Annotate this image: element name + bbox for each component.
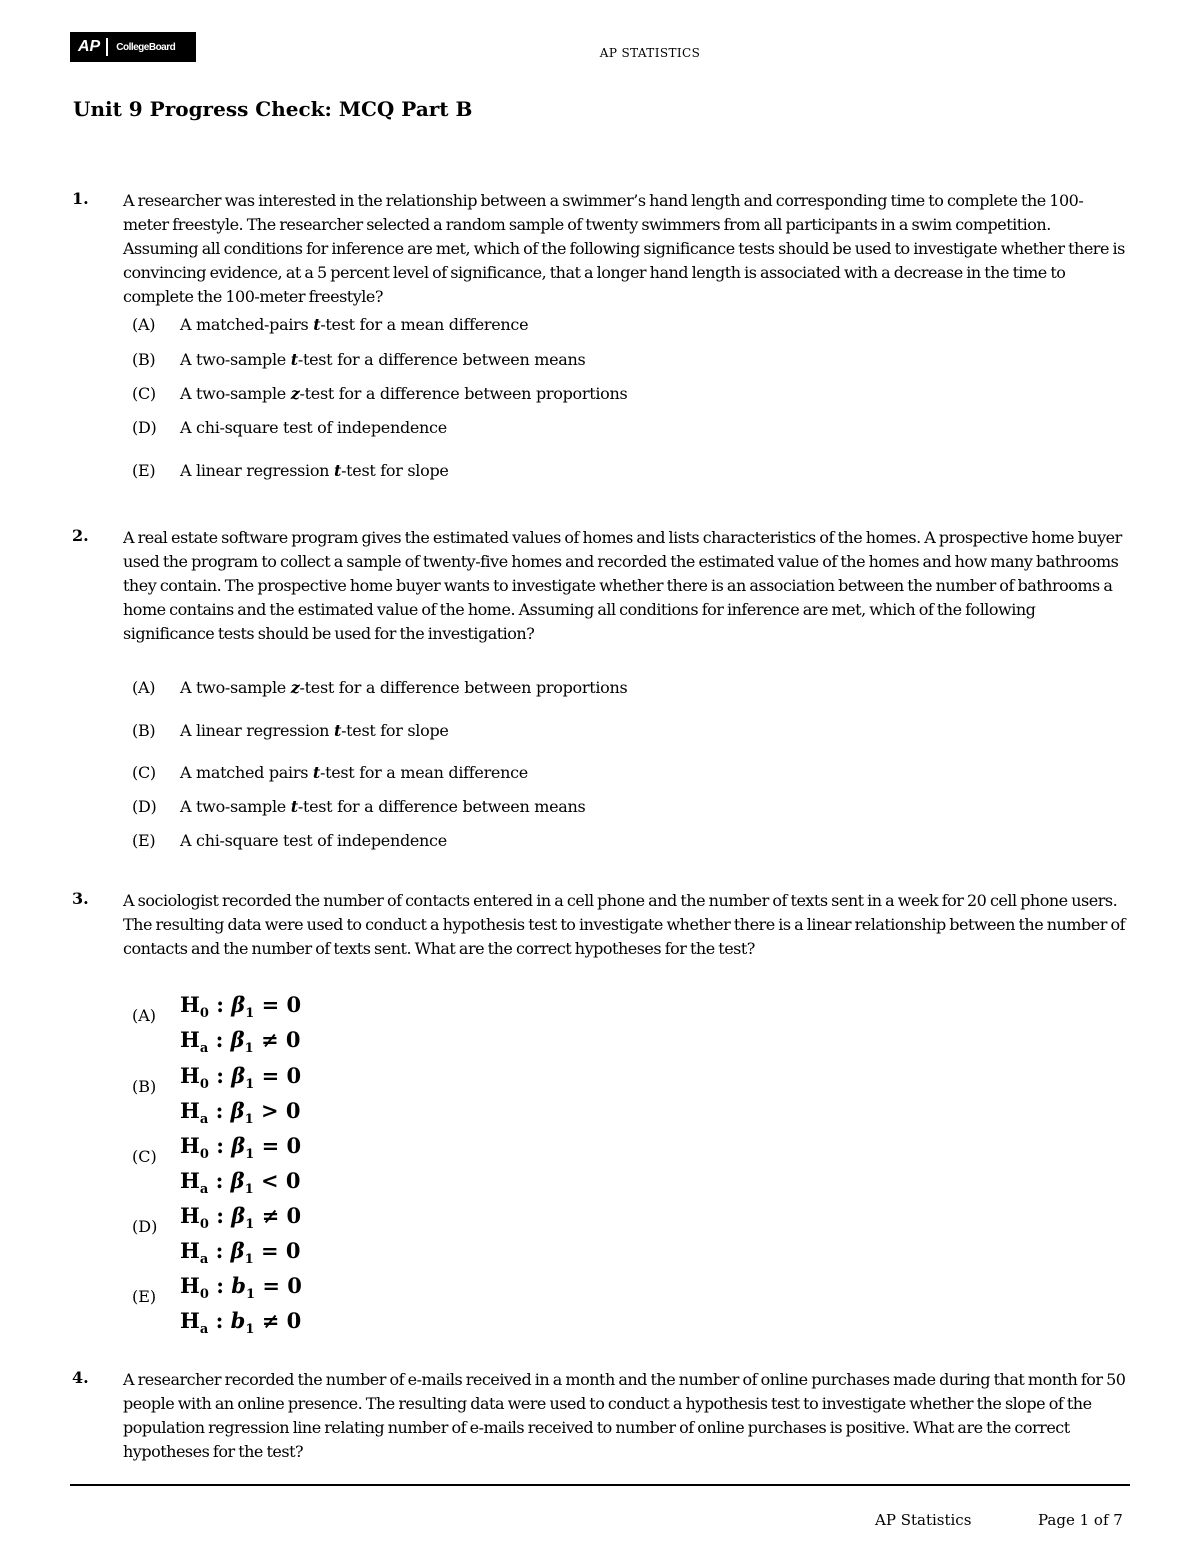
question-text: A researcher was interested in the relationship between a swimmer’s hand length and corresponding time to complete the 100-meter freestyle. The researcher selected a random sample of twenty swimmers from all participants in a swim competition. Assuming all conditions for inference are met, which of the following significance tests should be used to investigate whether there is convincing evidence, at a 5 percent level of significance, that a longer hand length is associated with a decrease in the time to complete the 100-meter freestyle?	[123, 191, 1125, 306]
choice-2b[interactable]: (B) A linear regression t-test for slope	[132, 721, 449, 740]
null-hypothesis: $H_0$ : $\beta_1 \ne 0$	[180, 1203, 302, 1233]
choice-1c[interactable]: (C) A two-sample z-test for a difference between proportions	[132, 384, 628, 403]
question-number: 1.	[72, 189, 89, 208]
alternative-hypothesis: $H_a$ : $\beta_1 > 0$	[180, 1098, 301, 1128]
question-number: 2.	[72, 526, 89, 545]
choice-2c[interactable]: (C) A matched pairs t-test for a mean difference	[132, 763, 528, 782]
logo-ap-mark: AP	[70, 38, 108, 56]
alternative-hypothesis: $H_a$ : $b_1 \ne 0$	[180, 1308, 302, 1338]
question-text: A real estate software program gives the estimated values of homes and lists characteristics of the homes. A prospective home buyer used the program to collect a sample of twenty-five homes and recorded the estimated value of the homes and how many bathrooms they contain. The prospective home buyer wants to investigate whether there is an association between the number of bathrooms a home contains and the estimated value of the home. Assuming all conditions for inference are met, which of the following significance tests should be used for the investigation?	[123, 528, 1122, 643]
alternative-hypothesis: $H_a$ : $\beta_1 \ne 0$	[180, 1027, 301, 1057]
null-hypothesis: $H_0$ : $\beta_1 = 0$	[180, 1133, 302, 1163]
question-text: A sociologist recorded the number of contacts entered in a cell phone and the number of texts sent in a week for 20 cell phone users. The resulting data were used to conduct a hypothesis test to investigate whether there is a linear relationship between the number of contacts and the number of texts sent. What are the correct hypotheses for the test?	[123, 891, 1126, 958]
choice-1a[interactable]: (A) A matched-pairs t-test for a mean difference	[132, 315, 529, 334]
alternative-hypothesis: $H_a$ : $\beta_1 = 0$	[180, 1238, 301, 1268]
null-hypothesis: $H_0$ : $\beta_1 = 0$	[180, 992, 302, 1022]
choice-2e[interactable]: (E) A chi-square test of independence	[132, 831, 447, 850]
question-number: 3.	[72, 889, 89, 908]
null-hypothesis: $H_0$ : $\beta_1 = 0$	[180, 1063, 302, 1093]
footer-divider	[70, 1484, 1130, 1486]
question-text: A researcher recorded the number of e-mails received in a month and the number of online purchases made during that month for 50 people with an online presence. The resulting data were used to conduct a hypothesis test to investigate whether the slope of the population regression line relating number of e-mails received to number of online purchases is positive. What are the correct hypotheses for the test?	[123, 1370, 1126, 1461]
choice-1e[interactable]: (E) A linear regression t-test for slope	[132, 461, 449, 480]
footer-page-number: Page 1 of 7	[1038, 1511, 1123, 1529]
alternative-hypothesis: $H_a$ : $\beta_1 < 0$	[180, 1168, 301, 1198]
null-hypothesis: $H_0$ : $b_1 = 0$	[180, 1273, 302, 1303]
footer-subject: AP Statistics	[875, 1511, 972, 1529]
question-number: 4.	[72, 1368, 89, 1387]
choice-2d[interactable]: (D) A two-sample t-test for a difference between means	[132, 797, 586, 816]
header-title: AP STATISTICS	[599, 46, 701, 60]
choice-1b[interactable]: (B) A two-sample t-test for a difference between means	[132, 350, 586, 369]
logo-org-name: CollegeBoard	[116, 41, 176, 53]
choice-2a[interactable]: (A) A two-sample z-test for a difference between proportions	[132, 678, 628, 697]
choice-1d[interactable]: (D) A chi-square test of independence	[132, 418, 447, 437]
page-title: Unit 9 Progress Check: MCQ Part B	[73, 97, 473, 121]
